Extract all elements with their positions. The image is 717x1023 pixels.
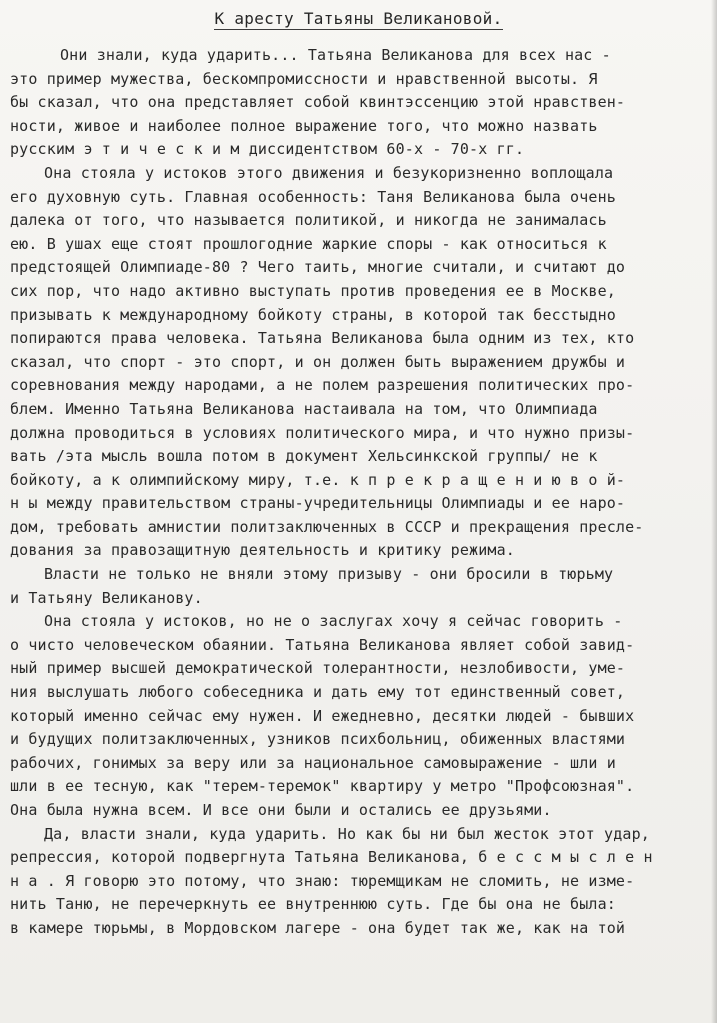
text-line: нить Таню, не перечеркнуть ее внутреннюю суть. Где бы она не была: xyxy=(10,895,616,914)
text-line: призывать к международному бойкоту страны, в которой так бесстыдно xyxy=(10,305,616,324)
text-line: Да, власти знали, куда ударить. Но как бы ни был жесток этот удар, xyxy=(44,824,650,843)
text-line: это пример мужества, бескомпромиссности и нравственной высоты. Я xyxy=(10,69,598,88)
text-line: блем. Именно Татьяна Великанова настаивала на том, что Олимпиада xyxy=(10,399,598,418)
text-line: сих пор, что надо активно выступать против проведения ее в Москве, xyxy=(10,281,616,300)
text-line: Власти не только не вняли этому призыву - они бросили в тюрьму xyxy=(44,565,614,584)
document-body xyxy=(10,44,710,941)
document-title-text: К аресту Татьяны Великановой. xyxy=(214,9,503,28)
text-line: Она стояла у истоков, но не о заслугах хочу я сейчас говорить - xyxy=(44,612,623,631)
text-line: русским э т и ч е с к и м диссидентством 60-х - 70-х гг. xyxy=(10,140,525,159)
text-line: дования за правозащитную деятельность и критику режима. xyxy=(10,541,515,560)
text-line: предстоящей Олимпиаде-80 ? Чего таить, многие считали, и считают до xyxy=(10,258,626,277)
text-line: ности, живое и наиболее полное выражение того, что можно назвать xyxy=(10,116,598,135)
text-line: в камере тюрьмы, в Мордовском лагере - она будет так же, как на той xyxy=(10,918,626,937)
text-line: дом, требовать амнистии политзаключенных в СССР и прекращения пресле- xyxy=(10,517,644,536)
text-line: ный пример высшей демократической толерантности, незлобивости, уме- xyxy=(10,659,626,678)
text-line: бы сказал, что она представляет собой квинтэссенцию этой нравствен- xyxy=(10,93,626,112)
text-line: сказал, что спорт - это спорт, и он должен быть выражением дружбы и xyxy=(10,352,626,371)
text-line: и Татьяну Великанову. xyxy=(10,588,203,607)
text-line: о чисто человеческом обаянии. Татьяна Великанова являет собой завид- xyxy=(10,635,635,654)
text-line: ею. В ушах еще стоят прошлогодние жаркие споры - как относиться к xyxy=(10,234,607,253)
text-line: н ы между правительством страны-учредительницы Олимпиады и ее наро- xyxy=(10,494,626,513)
document-title xyxy=(0,8,717,30)
text-line: Она стояла у истоков этого движения и безукоризненно воплощала xyxy=(44,163,614,182)
text-line: который именно сейчас ему нужен. И ежедневно, десятки людей - бывших xyxy=(10,706,635,725)
text-line: и будущих политзаключенных, узников психбольниц, обиженных властями xyxy=(10,730,626,749)
text-line: далека от того, что называется политикой, и никогда не занималась xyxy=(10,211,607,230)
text-line: должна проводиться в условиях политического мира, и что нужно призы- xyxy=(10,423,635,442)
text-line: шли в ее тесную, как "терем-теремок" квартиру у метро "Профсоюзная". xyxy=(10,777,635,796)
text-line: его духовную суть. Главная особенность: Таня Великанова была очень xyxy=(10,187,616,206)
text-line: ния выслушать любого собеседника и дать ему тот единственный совет, xyxy=(10,683,626,702)
text-line: попираются права человека. Татьяна Великанова была одним из тех, кто xyxy=(10,329,635,348)
text-line: соревнования между народами, а не полем разрешения политических про- xyxy=(10,376,635,395)
text-line: репрессия, которой подвергнута Татьяна Великанова, б е с с м ы с л е н xyxy=(10,848,653,867)
text-line: н а . Я говорю это потому, что знаю: тюремщикам не сломить, не изме- xyxy=(10,871,635,890)
text-line: рабочих, гонимых за веру или за национальное самовыражение - шли и xyxy=(10,753,616,772)
text-line: вать /эта мысль вошла потом в документ Хельсинкской группы/ не к xyxy=(10,447,598,466)
page-edge-shadow xyxy=(711,0,717,1023)
text-line: Она была нужна всем. И все они были и остались ее друзьями. xyxy=(10,801,552,819)
text-line: Они знали, куда ударить... Татьяна Великанова для всех нас - xyxy=(60,46,611,64)
text-line: бойкоту, а к олимпийскому миру, т.е. к п р е к р а щ е н и ю в о й- xyxy=(10,470,626,489)
